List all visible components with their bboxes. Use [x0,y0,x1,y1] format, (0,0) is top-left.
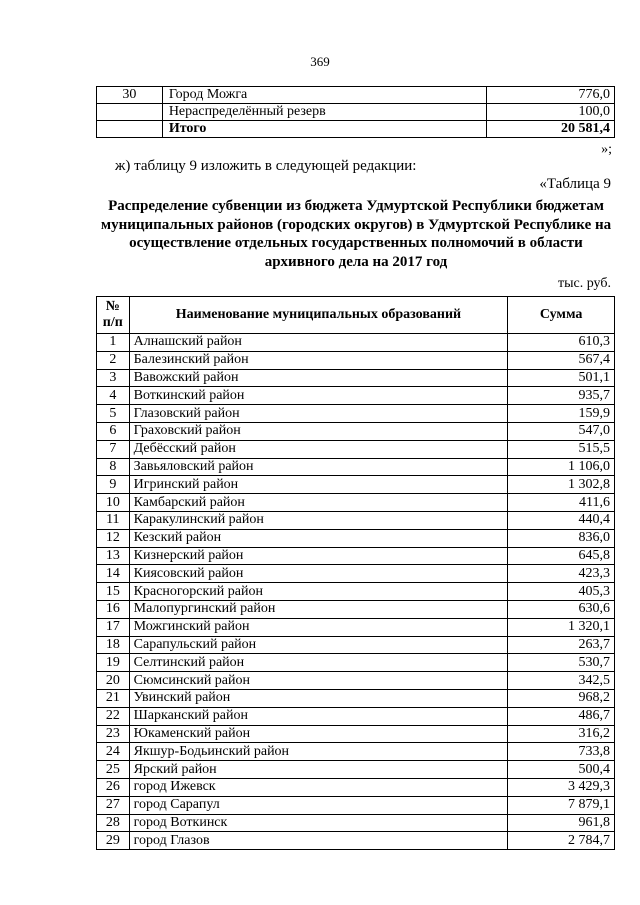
row-sum: 733,8 [508,743,615,761]
row-sum: 500,4 [508,761,615,779]
row-sum: 935,7 [508,387,615,405]
table-header-row [97,297,615,334]
table-row [97,832,615,850]
row-number: 26 [97,778,130,796]
page-number: 369 [310,54,330,69]
row-name: Красногорский район [129,583,508,601]
row-number: 22 [97,707,130,725]
row-number: 5 [97,405,130,423]
row-name: Селтинский район [129,654,508,672]
row-name: Город Можга [162,87,486,104]
row-sum: 7 879,1 [508,796,615,814]
row-number: 10 [97,494,130,512]
table-row [97,672,615,690]
row-sum: 20 581,4 [487,121,615,138]
row-number: 28 [97,814,130,832]
row-number: 18 [97,636,130,654]
row-name: Вавожский район [129,369,508,387]
table-row [97,761,615,779]
row-sum: 1 106,0 [508,458,615,476]
table-row [97,104,615,121]
table-row [97,351,615,369]
row-name: Юкаменский район [129,725,508,743]
table-row [97,778,615,796]
row-number: 6 [97,422,130,440]
table-row [97,529,615,547]
row-number [97,104,163,121]
row-sum: 405,3 [508,583,615,601]
row-sum: 515,5 [508,440,615,458]
row-name: Воткинский район [129,387,508,405]
row-sum: 486,7 [508,707,615,725]
row-sum: 263,7 [508,636,615,654]
row-number: 25 [97,761,130,779]
row-sum: 645,8 [508,547,615,565]
row-name: город Воткинск [129,814,508,832]
row-name: Игринский район [129,476,508,494]
row-sum: 100,0 [487,104,615,121]
instruction-text: ж) таблицу 9 изложить в следующей редакции: [115,158,417,174]
unit-label: тыс. руб. [558,276,611,291]
row-sum: 776,0 [487,87,615,104]
table-row [97,600,615,618]
row-name: Киясовский район [129,565,508,583]
row-name: Кизнерский район [129,547,508,565]
row-name: Балезинский район [129,351,508,369]
row-name: Кезский район [129,529,508,547]
row-number [97,121,163,138]
row-name: Глазовский район [129,405,508,423]
row-number: 11 [97,511,130,529]
table-row [97,369,615,387]
row-name: Граховский район [129,422,508,440]
row-number: 21 [97,689,130,707]
row-number: 15 [97,583,130,601]
row-name: Увинский район [129,689,508,707]
row-name: Дебёсский район [129,440,508,458]
row-number: 2 [97,351,130,369]
row-sum: 961,8 [508,814,615,832]
row-name: город Сарапул [129,796,508,814]
table-row [97,422,615,440]
row-sum: 342,5 [508,672,615,690]
row-name: Алнашский район [129,334,508,352]
row-sum: 316,2 [508,725,615,743]
table-row [97,458,615,476]
row-sum: 968,2 [508,689,615,707]
row-sum: 423,3 [508,565,615,583]
row-number: 13 [97,547,130,565]
row-sum: 3 429,3 [508,778,615,796]
row-name: Можгинский район [129,618,508,636]
table-row [97,654,615,672]
table-row [97,636,615,654]
row-number: 12 [97,529,130,547]
table-row [97,689,615,707]
table-row [97,796,615,814]
row-sum: 630,6 [508,600,615,618]
table-row [97,511,615,529]
table-row [97,725,615,743]
header-sum: Сумма [508,297,615,334]
row-name: Малопургинский район [129,600,508,618]
row-number: 27 [97,796,130,814]
header-num: № п/п [97,297,130,334]
table-row [97,387,615,405]
row-sum: 610,3 [508,334,615,352]
row-name: город Ижевск [129,778,508,796]
row-number: 29 [97,832,130,850]
row-sum: 530,7 [508,654,615,672]
row-name: Каракулинский район [129,511,508,529]
row-number: 19 [97,654,130,672]
closing-quote: »; [601,142,612,157]
row-sum: 501,1 [508,369,615,387]
table-row [97,743,615,761]
header-name: Наименование муниципальных образований [129,297,508,334]
table-row [97,618,615,636]
row-number: 14 [97,565,130,583]
row-sum: 567,4 [508,351,615,369]
table-row [97,494,615,512]
table-reference: «Таблица 9 [539,176,611,192]
row-sum: 440,4 [508,511,615,529]
row-number: 3 [97,369,130,387]
distribution-table [96,296,615,850]
row-name: Сарапульский район [129,636,508,654]
row-name: Сюмсинский район [129,672,508,690]
row-name: Шарканский район [129,707,508,725]
row-number: 9 [97,476,130,494]
row-name: Якшур-Бодьинский район [129,743,508,761]
row-name: Ярский район [129,761,508,779]
row-number: 16 [97,600,130,618]
row-number: 30 [97,87,163,104]
row-name: город Глазов [129,832,508,850]
row-number: 4 [97,387,130,405]
row-sum: 2 784,7 [508,832,615,850]
table-row [97,121,615,138]
row-name: Завьяловский район [129,458,508,476]
previous-table-tail [96,86,615,138]
row-sum: 1 302,8 [508,476,615,494]
table-title: Распределение субвенции из бюджета Удмуртской Республики бюджетам муниципальных районов (городских округов) в Удмуртской Республике на осуществление отдельных государственных полномочий в области архивного дела на 2017 год [100,198,612,270]
row-number: 1 [97,334,130,352]
table-row [97,405,615,423]
row-number: 8 [97,458,130,476]
row-number: 23 [97,725,130,743]
row-number: 24 [97,743,130,761]
row-sum: 836,0 [508,529,615,547]
row-name: Итого [162,121,486,138]
table-row [97,814,615,832]
table-row [97,440,615,458]
row-sum: 159,9 [508,405,615,423]
row-number: 7 [97,440,130,458]
row-number: 20 [97,672,130,690]
row-sum: 547,0 [508,422,615,440]
row-name: Камбарский район [129,494,508,512]
table-row [97,565,615,583]
table-row [97,707,615,725]
table-row [97,87,615,104]
table-row [97,334,615,352]
table-row [97,583,615,601]
row-number: 17 [97,618,130,636]
table-row [97,547,615,565]
table-row [97,476,615,494]
row-sum: 1 320,1 [508,618,615,636]
row-name: Нераспределённый резерв [162,104,486,121]
row-sum: 411,6 [508,494,615,512]
